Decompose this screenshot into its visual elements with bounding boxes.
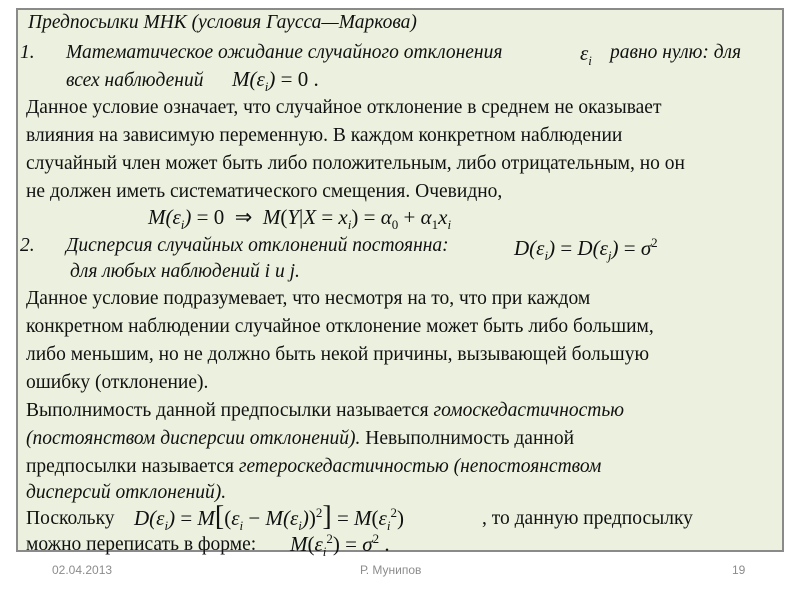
formula-epsilon: $\varepsilon_i$: [580, 41, 592, 69]
formula-implies: $M(\varepsilon_i) = 0$ ⇒ $M(Y|X = x_i) = \alpha_0 + \alpha_1x_i$: [148, 205, 452, 233]
para1-line1: Данное условие означает, что случайное отклонение в среднем не оказывает: [26, 97, 662, 118]
item1-line2: всех наблюдений: [66, 70, 204, 91]
para3-line2: [26, 426, 574, 452]
formula-final: $M(\varepsilon_i^2) = \sigma^2$ .: [290, 531, 390, 560]
footer-author: Р. Мунипов: [360, 563, 422, 577]
para3-line2-a: (постоянством дисперсии отклонений).: [26, 428, 361, 449]
footer-date: 02.04.2013: [52, 563, 113, 577]
para4-line1-a: Поскольку: [26, 508, 115, 529]
para3-line1-a: Выполнимость данной предпосылки называется: [26, 400, 434, 421]
para4-line1-b: , то данную предпосылку: [482, 508, 693, 529]
para3-line3-a: предпосылки называется: [26, 456, 239, 477]
item1-line1-end: равно нулю: для: [610, 42, 742, 63]
para2-line3: либо меньшим, но не должно быть некой причины, вызывающей большую: [26, 344, 650, 365]
term-heteroscedasticity: гетероскедастичностью (непостоянством: [238, 456, 602, 477]
term-homoscedasticity: гомоскедастичностью: [433, 400, 624, 421]
formula-mean-zero: $M(\varepsilon_i) = 0$ .: [232, 67, 319, 95]
para2-line4: ошибку (отклонение).: [26, 372, 209, 393]
item2-line1: Дисперсия случайных отклонений постоянна:: [66, 235, 449, 256]
item1-number: 1.: [20, 42, 35, 63]
para3-line1: [26, 398, 624, 424]
para1-line3: случайный член может быть либо положительным, либо отрицательным, но он: [26, 153, 685, 174]
para1-line4: не должен иметь систематического смещения. Очевидно,: [26, 181, 503, 202]
slide-title: Предпосылки МНК (условия Гаусса—Маркова): [28, 12, 417, 33]
para3-line3: [26, 454, 601, 480]
para2-line1: Данное условие подразумевает, что несмотря на то, что при каждом: [26, 288, 591, 309]
para1-line2: влияния на зависимую переменную. В каждом конкретном наблюдении: [26, 125, 623, 146]
para3-line2-b: Невыполнимость данной: [360, 428, 575, 449]
para4-line2-a: можно переписать в форме:: [26, 534, 257, 555]
item2-line2: для любых наблюдений i и j.: [70, 261, 300, 282]
formula-variance-const: $D(\varepsilon_i) = D(\varepsilon_j) = \sigma^2$: [514, 235, 658, 264]
footer-page-number: 19: [732, 563, 746, 577]
para3-line4: дисперсий отклонений).: [26, 482, 227, 503]
para2-line2: конкретном наблюдении случайное отклонение может быть либо большим,: [26, 316, 654, 337]
formula-variance-expansion: $D(\varepsilon_i) = M[(\varepsilon_i - M(\varepsilon_i))^2] = M(\varepsilon_i^2)$: [134, 501, 404, 534]
item2-number: 2.: [20, 235, 35, 256]
item1-line1: Математическое ожидание случайного отклонения: [66, 42, 503, 63]
